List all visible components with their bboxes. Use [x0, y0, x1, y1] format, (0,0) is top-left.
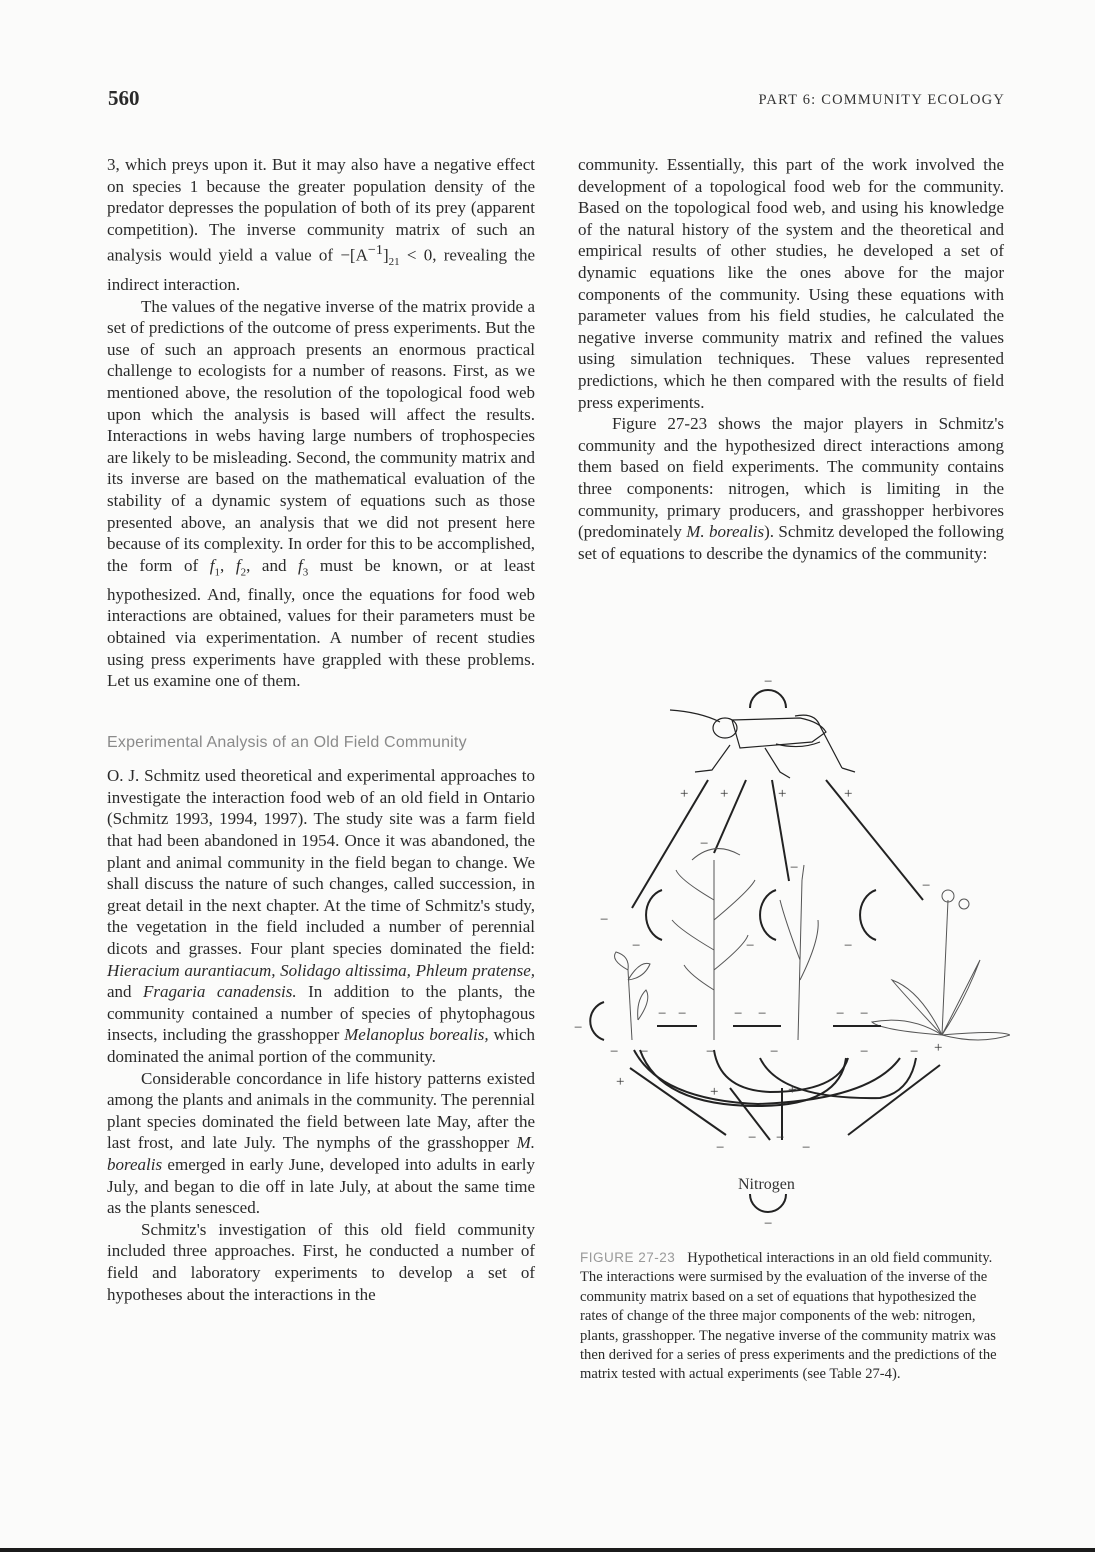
sign-label: −: [802, 1140, 811, 1156]
paragraph: 3, which preys upon it. But it may also have a negative effect on species 1 because the greater population density of the predator depresses the population of both of its prey (apparent competition). The inverse community matrix of such an analysis would yield a value of $-[A^{-1}]_{21} < 0$, revealing the indirect interaction.: [107, 155, 535, 295]
sign-label: −: [748, 1130, 757, 1146]
sign-label: −: [770, 1044, 779, 1060]
sign-label: −: [632, 938, 641, 954]
sign-label: +: [934, 1040, 943, 1056]
sign-label: −: [844, 938, 853, 954]
sign-label: −: [910, 1044, 919, 1060]
sign-label: −: [610, 1044, 619, 1060]
left-column: [107, 154, 535, 1305]
sign-label: −: [706, 1044, 715, 1060]
food-web-diagram: [580, 660, 1010, 1240]
paragraph: Considerable concordance in life history patterns existed among the plants and animals in the community. The perennial plant species dominated the field between late May, after the last frost, and late July. The nymphs of the grasshopper M. borealis emerged in early June, developed into adults in early July, and began to die off in late July, at about the same time as the plants senesced.: [107, 1068, 535, 1218]
sign-label: +: [844, 786, 853, 802]
sign-label: +: [710, 1084, 719, 1100]
page-number: 560: [108, 86, 140, 110]
sign-label: −: [678, 1006, 687, 1022]
section-heading: Experimental Analysis of an Old Field Community: [107, 733, 467, 751]
sign-label: −: [716, 1140, 725, 1156]
sign-label: −: [764, 674, 773, 690]
sign-label: −: [640, 1044, 649, 1060]
sign-label: −: [746, 938, 755, 954]
paragraph: The values of the negative inverse of the matrix provide a set of predictions of the outcome of press experiments. But the use of such an approach presents an enormous practical challenge to ecologists for a number of reasons. First, as we mentioned above, the resolution of the topological food web upon which the analysis is based will affect the results. Interactions in webs having large numbers of trophospecies are likely to be misleading. Second, the community matrix and its inverse are based on the mathematical evaluation of the stability of a dynamic system of equations such as those presented above, an analysis that we did not present here because of its complexity. In order for this to be accomplished, the form of $f_1$, $f_2$, and $f_3$ must be known, or at least hypothesized. And, finally, once the equations for food web interactions are obtained, values for their parameters must be obtained via experimentation. A number of recent studies using press experiments have grappled with these problems. Let us examine one of them.: [107, 296, 536, 691]
sign-label: −: [764, 1216, 773, 1232]
sign-label: −: [922, 878, 931, 894]
figure-caption: [580, 1248, 1000, 1385]
nitrogen-label: Nitrogen: [738, 1176, 795, 1193]
sign-label: −: [600, 912, 609, 928]
sign-label: +: [720, 786, 729, 802]
sign-label: −: [574, 1020, 583, 1036]
sign-label: −: [836, 1006, 845, 1022]
sign-label: −: [790, 860, 799, 876]
paragraph: O. J. Schmitz used theoretical and experimental approaches to investigate the interaction food web of an old field in Ontario (Schmitz 1993, 1994, 1997). The study site was a farm field that had been abandoned in 1954. Once it was abandoned, the plant and animal community in the field began to change. We shall discuss the nature of such changes, called succession, in great detail in the next chapter. At the time of Schmitz's study, the vegetation in the field included a number of perennial dicots and grasses. Four plant species dominated the field: Hieracium aurantiacum, Solidago altissima, Phleum pratense, and Fragaria canadensis. In addition to the plants, the community contained a number of species of phytophagous insects, including the grasshopper Melanoplus borealis, which dominated the animal portion of the community.: [107, 766, 536, 1066]
caption-text: Hypothetical interactions in an old field community. The interactions were surmised by the evaluation of the inverse of the community matrix based on a set of equations that hypothesized the rates of change of the three major components of the web: nitrogen, plants, grasshopper. The negative inverse of the community matrix was then derived for a series of press experiments and the predictions of the matrix tested with actual experiments (see Table 27-4).: [580, 1250, 997, 1383]
sign-label: +: [788, 1082, 797, 1098]
right-column: [578, 154, 1004, 564]
scan-edge: [0, 1548, 1095, 1552]
sign-label: +: [680, 786, 689, 802]
grasshopper-self-loop: [750, 690, 786, 708]
paragraph: Figure 27-23 shows the major players in Schmitz's community and the hypothesized direct interactions among them based on field experiments. The community contains three components: nitrogen, which is limiting in the community, primary producers, and grasshopper herbivores (predominately M. borealis). Schmitz developed the following set of equations to describe the dynamics of the community:: [578, 414, 1004, 563]
sign-label: −: [860, 1044, 869, 1060]
sign-label: −: [758, 1006, 767, 1022]
sign-label: −: [860, 1006, 869, 1022]
sign-label: −: [734, 1006, 743, 1022]
sign-label: +: [616, 1074, 625, 1090]
paragraph: Schmitz's investigation of this old field community included three approaches. First, he conducted a number of field and laboratory experiments to develop a set of hypotheses about the interactions in the: [107, 1219, 535, 1304]
figure-id: FIGURE 27-23: [580, 1250, 676, 1265]
sign-label: −: [776, 1130, 785, 1146]
grasshopper-icon: [670, 710, 855, 778]
food-web-figure: [574, 660, 1010, 1240]
sign-label: +: [778, 786, 787, 802]
sign-label: −: [700, 836, 709, 852]
plants-icon: [615, 849, 1011, 1040]
sign-label: −: [658, 1006, 667, 1022]
paragraph: community. Essentially, this part of the work involved the development of a topological food web for the community. Based on the topological food web, and using his knowledge of the natural history of the system and the theoretical and empirical results of other studies, he developed a set of dynamic equations like the ones above for the major components of the community. Using these equations with parameter values from his field studies, he calculated the negative inverse community matrix and refined the values using simulation techniques. These values represented predictions, which he then compared with the results of field press experiments.: [578, 155, 1004, 412]
running-head: PART 6: COMMUNITY ECOLOGY: [758, 92, 1005, 108]
